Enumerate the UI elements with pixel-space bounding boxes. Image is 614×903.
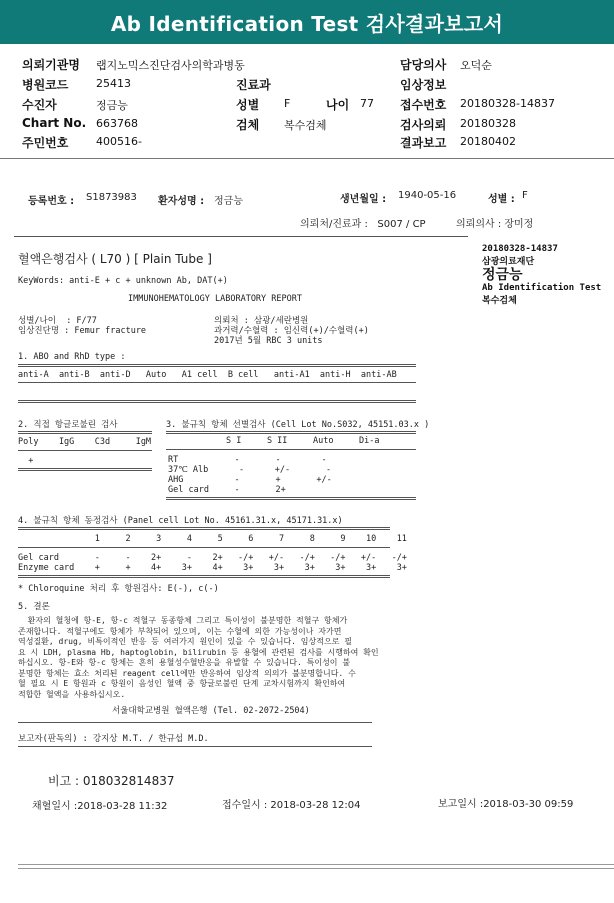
report-value: 20180402 [460,135,516,148]
age-label: 나이 [326,98,350,112]
age-value: 77 [360,97,374,110]
ward-line: 의뢰처/진료과 : S007 / CP [300,219,426,230]
test-title: 혈액은행검사 ( L70 ) [ Plain Tube ] [18,252,212,266]
receive-datetime: 접수일시 : 2018-03-28 12:04 [222,800,361,811]
dept-label: 진료과 [236,78,271,92]
lab-title: IMMUNOHEMATOLOGY LABORATORY REPORT [128,294,302,304]
conclusion-text: 환자의 혈청에 항-E, 항-c 적혈구 동종항체 그리고 특이성이 불분명한 적혈구 항체가 존재합니다. 적혈구에도 항체가 부착되어 있으며, 이는 수혈에 의한 가능성이나 자가면 역성질환, drug, 비특이적인 반응 등 여러가지 원인이 있을 수 있습니다. 임상적으로 필 요 시 LDH, plasma Hb, haptoglobin, bilirubin 등 용혈에 관련된 검사를 시행하여 확인 하십시오. 항-E와 항-c 항체는 흔히 용혈성수혈반응을 유발할 수 있습니다. 특이성이 불 분명한 항체는 효소 처리된 reagent cell에만 반응하여 임상적 의의가 불분명합니다. 수 혈 필요 시 E 항원과 c 항원이 음성인 혈액 중 항글로불린 단계 교차시험까지 확인하여 적합한 혈액을 사용하십시오. [18,616,379,699]
dat-values: + [18,456,34,466]
rep-sex-label: 성별 : [488,194,515,205]
hospcode-label: 병원코드 [22,78,69,92]
report-label: 결과보고 [400,136,447,150]
request-value: 20180328 [460,117,516,130]
reporter-line: 보고자(판독의) : 강지상 M.T. / 한규섭 M.D. [18,734,209,744]
rule [18,746,372,747]
report-datetime: 보고일시 :2018-03-30 09:59 [438,799,574,810]
rule [166,497,416,500]
hospcode-value: 25413 [96,77,131,90]
referral: 의뢰처 : 삼광/세란병원 [214,316,309,326]
request-label: 검사의뢰 [400,118,447,132]
screen-results: RT - - - 37℃ Alb - +/- - AHG - + +/- Gel card - 2+ [168,455,332,495]
screen-section-title: 3. 불규칙 항체 선별검사 (Cell Lot No.S032, 45151.03.x ) [166,420,430,430]
report-banner [0,0,614,44]
rule [18,431,152,434]
stamp-test: Ab Identification Test [482,283,602,293]
rrn-value: 400516- [96,135,142,148]
specimen-value: 복수검체 [284,119,327,132]
keywords: KeyWords: anti-E + c + unknown Ab, DAT(+) [18,276,228,286]
rule [18,547,390,548]
rule [18,450,152,451]
collect-datetime: 채혈일시 :2018-03-28 11:32 [32,801,168,812]
transfusion-history: 2017년 5월 RBC 3 units [214,336,323,346]
reg-label: 등록번호 : [28,196,75,207]
reg-value: S1873983 [86,192,137,203]
ordering-doctor: 의뢰의사 : 장미정 [456,219,534,230]
rule [18,575,390,578]
name-label: 환자성명 : [158,196,208,207]
abo-section-title: 1. ABO and RhD type : [18,352,126,362]
rule [18,722,372,723]
doctor-value: 오덕순 [460,59,492,72]
rule [18,527,390,530]
sex-label: 성별 [236,98,260,112]
rule [166,449,416,450]
dob-value: 1940-05-16 [398,190,457,201]
header-divider [0,158,614,159]
clinical-label: 임상정보 [400,78,447,92]
specimen-label: 검체 [236,118,260,132]
rrn-label: 주민번호 [22,136,69,150]
name-value: 정금능 [214,196,243,207]
chart-label: Chart No. [22,116,87,130]
report-title: Ab Identification Test 검사결과보고서 [110,11,504,36]
sex-value: F [284,97,291,110]
stamp-code: 20180328-14837 [482,244,558,254]
receipt-label: 접수번호 [400,98,447,112]
bloodbank-info: 서울대학교병원 혈액은행 (Tel. 02-2072-2504) [112,706,310,716]
stamp-name: 정금능 [482,267,523,283]
rep-sex-value: F [522,190,528,201]
rule [18,382,416,383]
note-line: 비고 : 018032814837 [48,774,175,788]
history: 과거력/수혈력 : 임신력(+)/수혈력(+) [214,326,369,336]
receipt-value: 20180328-14837 [460,97,555,110]
org-value: 랩지노믹스진단검사의학과병동 [96,59,245,72]
rule [18,400,416,403]
dob-label: 생년월일 : [340,194,387,205]
panel-section-title: 4. 불규칙 항체 동정검사 (Panel cell Lot No. 45161.31.x, 45171.31.x) [18,516,343,526]
panel-header: 1 2 3 4 5 6 7 8 9 10 11 [18,534,407,544]
org-label: 의뢰기관명 [22,58,80,72]
rule [18,364,416,367]
panel-gel-row: Gel card - - 2+ - 2+ -/+ +/- -/+ -/+ +/- -/+ [18,553,407,563]
chloroquine-note: * Chloroquine 처리 후 항원검사: E(-), c(-) [18,584,219,594]
stamp-foundation: 삼광의료재단 [482,257,535,267]
diagnosis: 임상진단명 : Femur fracture [18,326,147,336]
screen-header: S I S II Auto Di-a [226,436,380,446]
chart-value: 663768 [96,117,138,130]
rule [14,236,468,237]
conclusion-title: 5. 결론 [18,602,50,612]
dat-section-title: 2. 직접 항글로불린 검사 [18,420,118,430]
sex-age: 성별/나이 : F/77 [18,316,97,326]
stamp-specimen: 복수검체 [482,296,517,306]
rule [18,468,152,471]
patient-value: 정금능 [96,99,128,112]
footer-rule [18,868,614,869]
rule [166,431,416,434]
panel-enzyme-row: Enzyme card + + 4+ 3+ 4+ 3+ 3+ 3+ 3+ 3+ 3+ [18,563,407,573]
patient-label: 수진자 [22,98,57,112]
footer-rule [18,864,614,865]
dat-header: Poly IgG C3d IgM [18,437,152,447]
doctor-label: 담당의사 [400,58,447,72]
abo-header: anti-A anti-B anti-D Auto A1 cell B cell anti-A1 anti-H anti-AB [18,370,397,380]
